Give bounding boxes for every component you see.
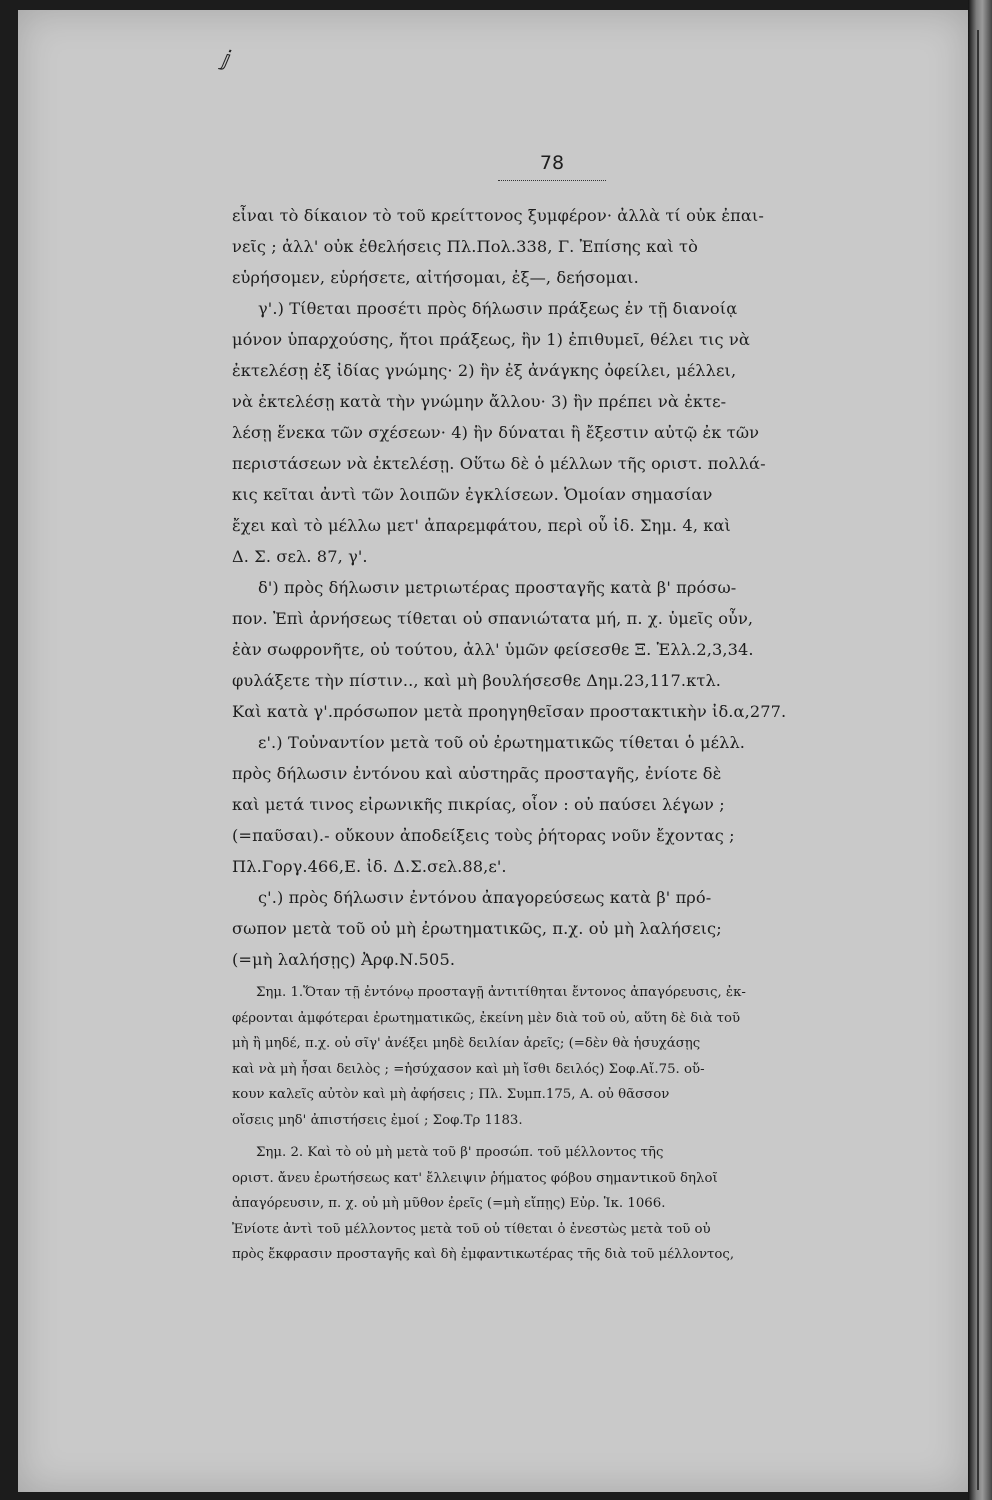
text-line: Δ. Σ. σελ. 87, γ'. [232,547,368,566]
footnotes [232,980,854,1268]
page-gutter [968,0,992,1500]
text-line: κις κεῖται ἀντὶ τῶν λοιπῶν ἐγκλίσεων. Ὁμοίαν σημασίαν [232,485,713,504]
text-line: γ'.) Τίθεται προσέτι πρὸς δήλωσιν πράξεως ἐν τῇ διανοίᾳ [258,299,738,318]
text-line: (=παῦσαι).- οὔκουν ἀποδείξεις τοὺς ῥήτορας νοῦν ἔχοντας ; [232,826,735,845]
note-line: Σημ. 1.Ὅταν τῇ ἐντόνῳ προσταγῇ ἀντιτίθηται ἔντονος ἀπαγόρευσις, ἐκ- [256,985,746,1000]
text-line: Καὶ κατὰ γ'.πρόσωπον μετὰ προηγηθεῖσαν προστακτικὴν ἰδ.α,277. [232,702,787,721]
text-line: καὶ μετά τινος εἰρωνικῆς πικρίας, οἷον : οὐ παύσει λέγων ; [232,795,725,814]
note-line: Σημ. 2. Καὶ τὸ οὐ μὴ μετὰ τοῦ β' προσώπ. τοῦ μέλλοντος τῆς [256,1145,664,1160]
page-number-rule [498,180,606,181]
text-line: εἶναι τὸ δίκαιον τὸ τοῦ κρείττονος ξυμφέρον· ἀλλὰ τί οὐκ ἐπαι- [232,206,764,225]
text-line: ἔχει καὶ τὸ μέλλω μετ' ἀπαρεμφάτου, περὶ οὗ ἰδ. Σημ. 4, καὶ [232,516,732,535]
text-line: φυλάξετε τὴν πίστιν.., καὶ μὴ βουλήσεσθε Δημ.23,117.κτλ. [232,671,722,690]
text-line: (=μὴ λαλήσῃς) Ἀρφ.Ν.505. [232,950,456,969]
text-line: νὰ ἐκτελέσῃ κατὰ τὴν γνώμην ἄλλου· 3) ἣν πρέπει νὰ ἐκτε- [232,392,727,411]
note-1 [232,980,854,1133]
note-line: κουν καλεῖς αὐτὸν καὶ μὴ ἀφήσεις ; Πλ. Συμπ.175, Α. οὐ θᾶσσον [232,1087,670,1102]
text-line: εὑρήσομεν, εὑρήσετε, αἰτήσομαι, ἐξ—, δεήσομαι. [232,268,639,287]
text-line: πρὸς δήλωσιν ἐντόνου καὶ αὐστηρᾶς προσταγῆς, ἐνίοτε δὲ [232,764,722,783]
note-line: καὶ νὰ μὴ ἦσαι δειλὸς ; =ἡσύχασον καὶ μὴ ἴσθι δειλός) Σοφ.Αἴ.75. οὔ- [232,1061,705,1077]
gutter-line [977,30,979,1490]
text-line: λέσῃ ἕνεκα τῶν σχέσεων· 4) ἣν δύναται ἢ ἔξεστιν αὐτῷ ἐκ τῶν [232,423,760,442]
text-line: μόνον ὑπαρχούσης, ἤτοι πράξεως, ἣν 1) ἐπιθυμεῖ, θέλει τις νὰ [232,330,750,349]
note-line: οἴσεις μηδ' ἀπιστήσεις ἐμοί ; Σοφ.Τρ 1183. [232,1112,523,1128]
text-line: ς'.) πρὸς δήλωσιν ἐντόνου ἀπαγορεύσεως κατὰ β' πρό- [258,888,712,907]
text-line: ε'.) Τοὐναντίον μετὰ τοῦ οὐ ἐρωτηματικῶς τίθεται ὁ μέλλ. [258,733,746,752]
text-line: πον. Ἐπὶ ἀρνήσεως τίθεται οὐ σπανιώτατα μή, π. χ. ὑμεῖς οὖν, [232,609,754,628]
text-line: Πλ.Γοργ.466,Ε. ἰδ. Δ.Σ.σελ.88,ε'. [232,857,507,876]
text-line: δ') πρὸς δήλωσιν μετριωτέρας προσταγῆς κατὰ β' πρόσω- [258,578,737,597]
text-line: σωπον μετὰ τοῦ οὐ μὴ ἐρωτηματικῶς, π.χ. οὐ μὴ λαλήσεις; [232,919,722,938]
note-line: ἀπαγόρευσιν, π. χ. οὐ μὴ μῦθον ἐρεῖς (=μὴ εἴπῃς) Εὐρ. Ἱκ. 1066. [232,1196,666,1211]
page-number: 78 [539,152,565,174]
note-line: οριστ. ἄνευ ἐρωτήσεως κατ' ἔλλειψιν ῥήματος φόβου σημαντικοῦ δηλοῖ [232,1170,718,1186]
ink-mark: ⅉ [220,46,233,73]
note-line: φέρονται ἀμφότεραι ἐρωτηματικῶς, ἐκείνη μὲν διὰ τοῦ οὐ, αὕτη δὲ διὰ τοῦ [232,1010,741,1026]
main-text [232,200,854,975]
note-line: πρὸς ἔκφρασιν προσταγῆς καὶ δὴ ἐμφαντικωτέρας τῆς διὰ τοῦ μέλλοντος, [232,1247,735,1262]
text-line: ἐὰν σωφρονῆτε, οὐ τούτου, ἀλλ' ὑμῶν φείσεσθε Ξ. Ἑλλ.2,3,34. [232,640,754,659]
text-line: νεῖς ; ἀλλ' οὐκ ἐθελήσεις Πλ.Πολ.338, Γ. Ἐπίσης καὶ τὸ [232,237,698,256]
text-line: περιστάσεων νὰ ἐκτελέσῃ. Οὕτω δὲ ὁ μέλλων τῆς οριστ. πολλά- [232,454,766,473]
note-line: Ἐνίοτε ἀντὶ τοῦ μέλλοντος μετὰ τοῦ οὐ τίθεται ὁ ἐνεστὼς μετὰ τοῦ οὐ [232,1221,711,1237]
text-line: ἐκτελέσῃ ἐξ ἰδίας γνώμης· 2) ἣν ἐξ ἀνάγκης ὀφείλει, μέλλει, [232,361,737,380]
note-2 [232,1140,854,1268]
note-line: μὴ ἢ μηδέ, π.χ. οὐ σῖγ' ἀνέξει μηδὲ δειλίαν ἀρεῖς; (=δὲν θὰ ἡσυχάσῃς [232,1036,701,1051]
